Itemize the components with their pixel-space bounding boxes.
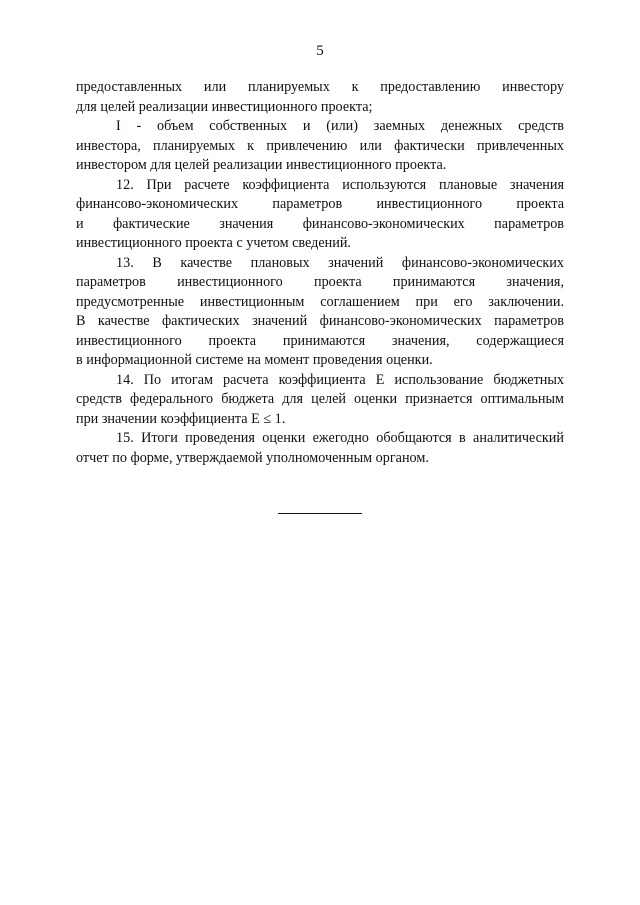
paragraph-item-13 bbox=[76, 254, 564, 371]
text-line: предусмотренные инвестиционным соглашением при его заключении. bbox=[76, 293, 564, 310]
text-line: средств федерального бюджета для целей оценки признается оптимальным bbox=[76, 391, 564, 407]
paragraph-continuation bbox=[76, 78, 564, 117]
text-line: инвестиционного проекта с учетом сведений. bbox=[76, 235, 351, 251]
text-line: 12. При расчете коэффициента используются плановые значения bbox=[116, 176, 564, 193]
text-line: отчет по форме, утверждаемой уполномоченным органом. bbox=[76, 449, 429, 466]
text-line: параметров инвестиционного проекта принимаются значения, bbox=[76, 274, 564, 290]
text-line: I - объем собственных и (или) заемных денежных средств bbox=[116, 118, 564, 134]
text-line: в информационной системе на момент проведения оценки. bbox=[76, 352, 433, 368]
text-line: В качестве фактических значений финансово-экономических параметров bbox=[76, 313, 564, 329]
text-line: 13. В качестве плановых значений финансово-экономических bbox=[116, 254, 564, 271]
text-line: для целей реализации инвестиционного проекта; bbox=[76, 98, 373, 115]
paragraph-item-15 bbox=[76, 429, 564, 468]
document-body bbox=[76, 78, 564, 468]
text-line: и фактические значения финансово-экономических параметров bbox=[76, 215, 564, 232]
text-line: 15. Итоги проведения оценки ежегодно обобщаются в аналитический bbox=[116, 430, 564, 446]
text-line: финансово-экономических параметров инвестиционного проекта bbox=[76, 196, 564, 212]
paragraph-item-14 bbox=[76, 371, 564, 430]
text-line: инвестиционного проекта принимаются значения, содержащиеся bbox=[76, 332, 564, 349]
paragraph-item-12 bbox=[76, 176, 564, 254]
text-line: инвестора, планируемых к привлечению или фактически привлеченных bbox=[76, 137, 564, 154]
text-line: 14. По итогам расчета коэффициента E использование бюджетных bbox=[116, 371, 564, 388]
closing-rule-divider bbox=[278, 513, 362, 514]
paragraph-definition-i bbox=[76, 117, 564, 176]
text-line: при значении коэффициента E ≤ 1. bbox=[76, 410, 286, 427]
text-line: предоставленных или планируемых к предоставлению инвестору bbox=[76, 79, 564, 95]
text-line: инвестором для целей реализации инвестиционного проекта. bbox=[76, 157, 447, 173]
page-number: 5 bbox=[316, 43, 324, 59]
